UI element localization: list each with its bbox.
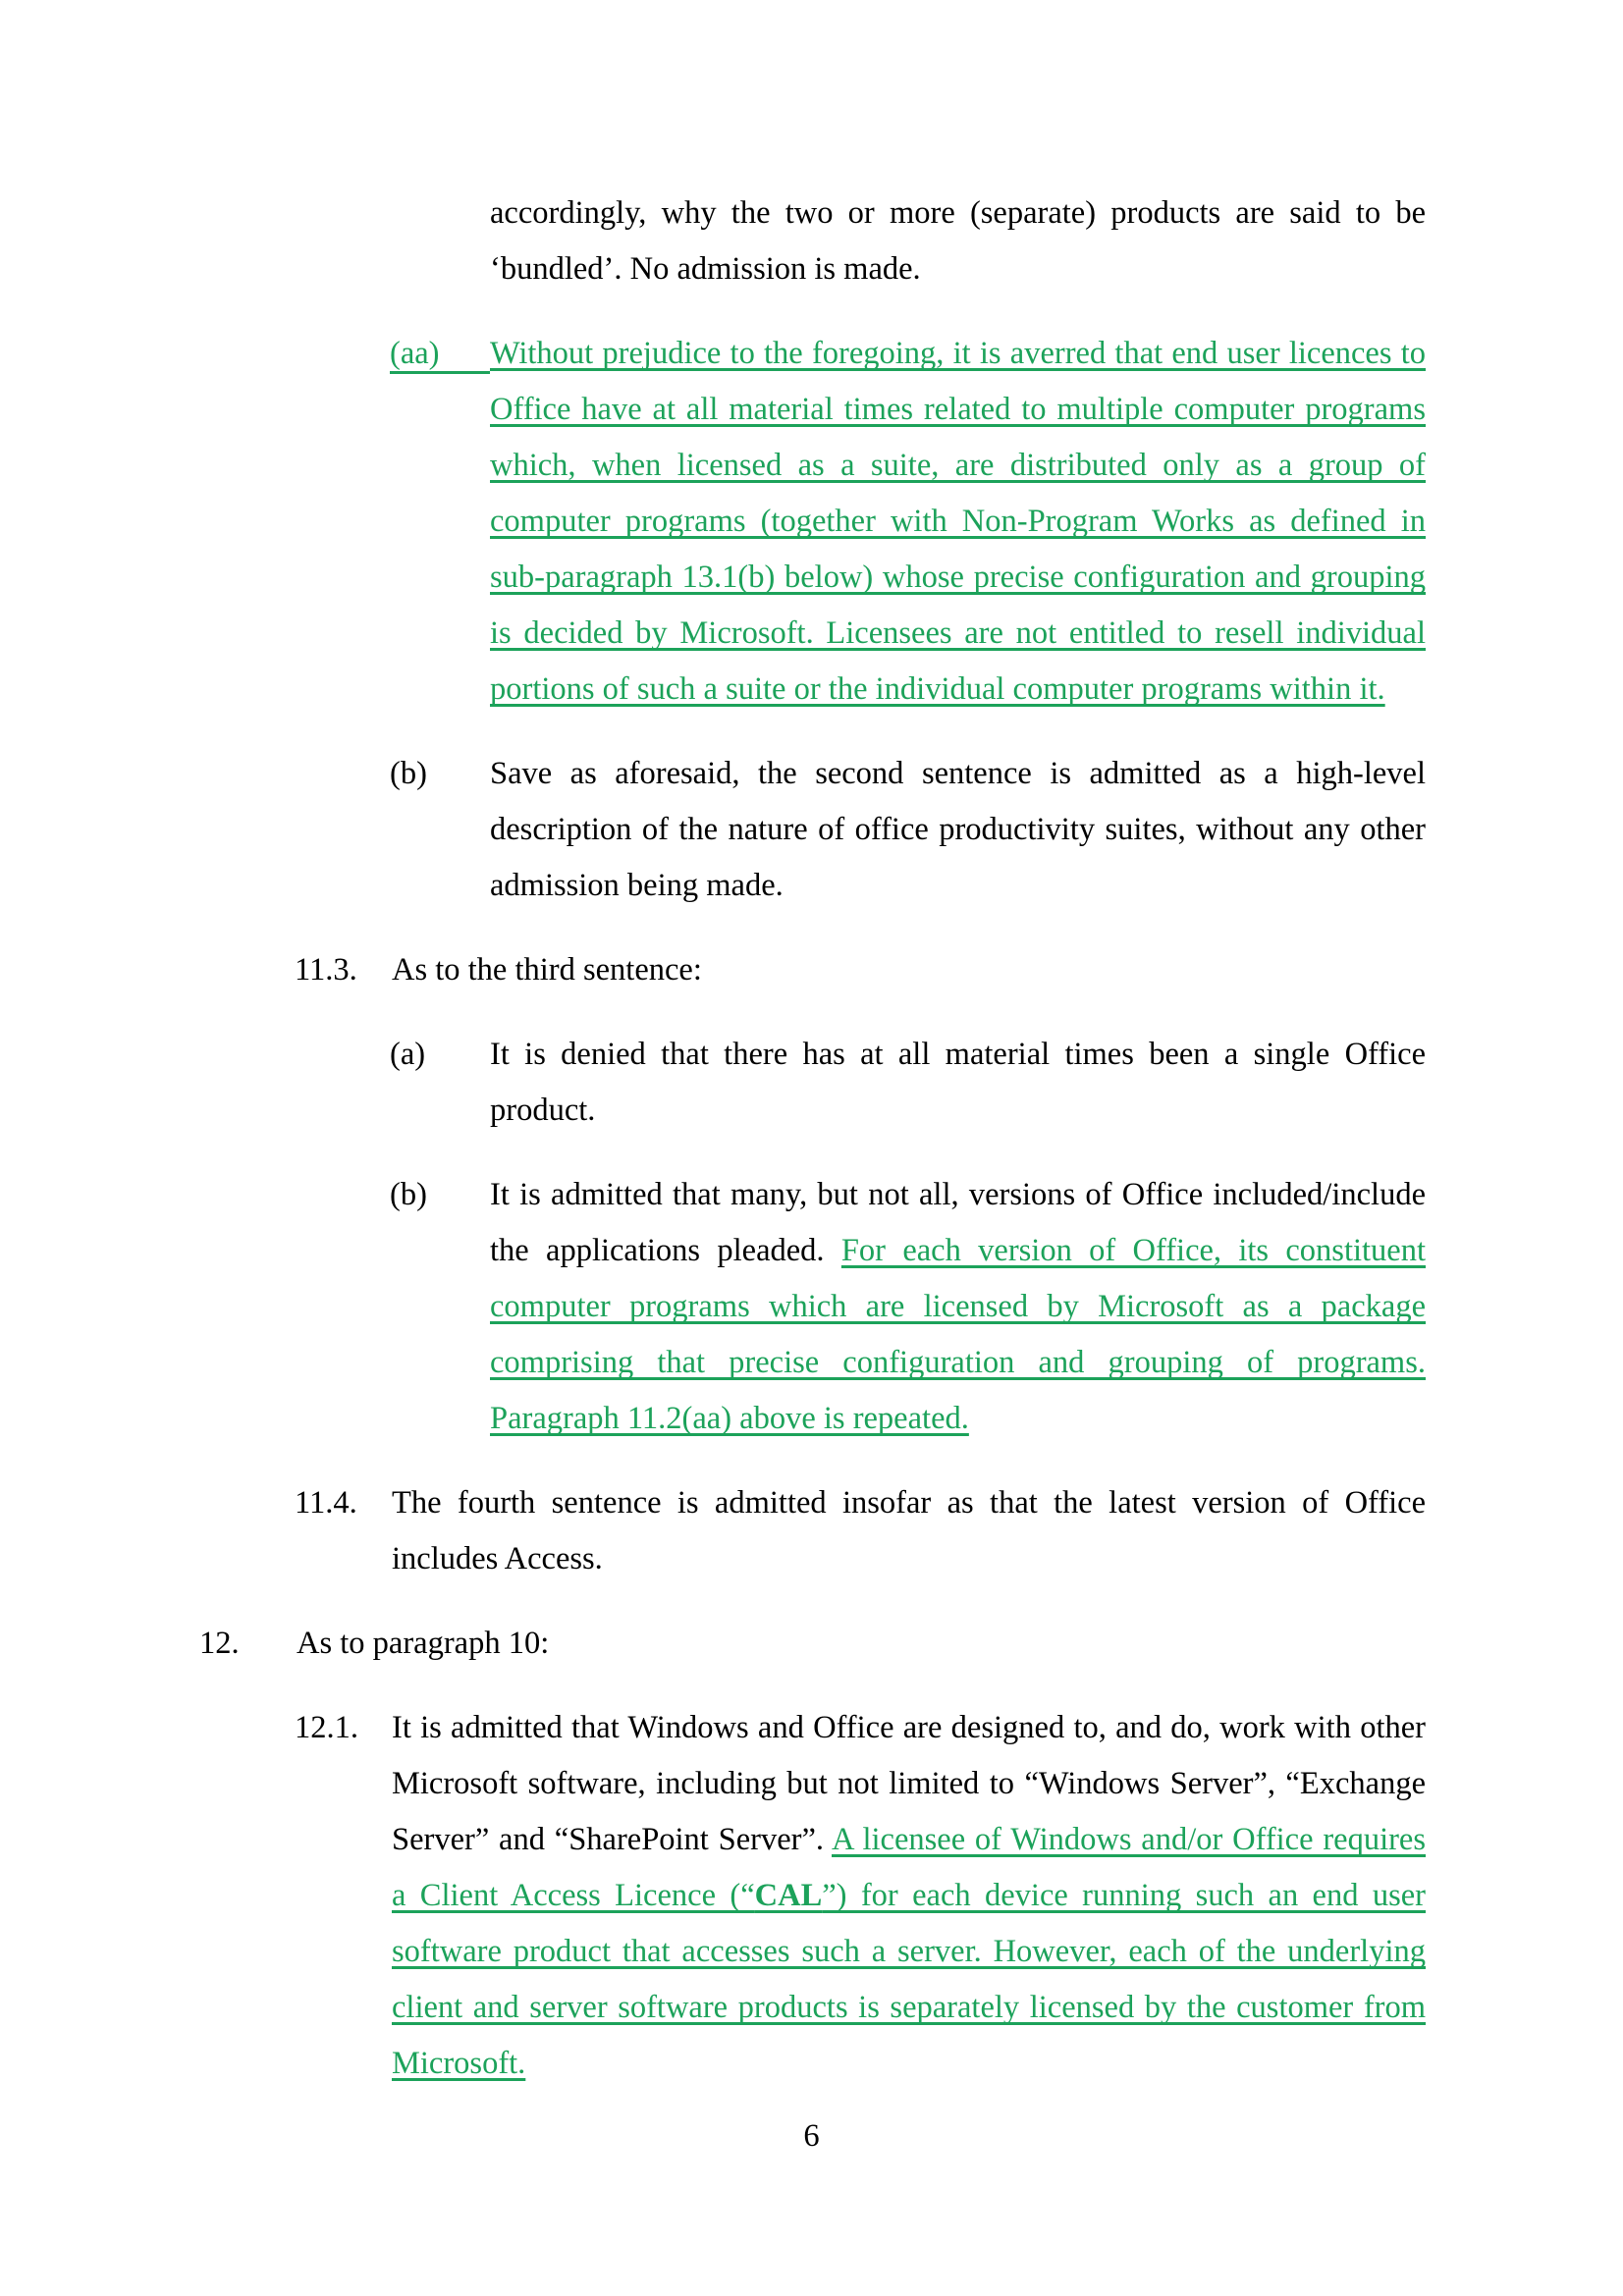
text-run: It is admitted that Windows and Office are designed to, and do, work with other	[392, 1710, 1426, 1745]
inserted-text-run: is decided by Microsoft. Licensees are not entitled to resell individual	[490, 615, 1426, 651]
paragraph-11-3-a	[390, 1027, 1426, 1139]
inserted-text-run: Paragraph 11.2(aa) above is repeated.	[490, 1401, 969, 1436]
text-line	[392, 1700, 1426, 1756]
inserted-text-run: comprising that precise configuration and grouping of programs.	[490, 1345, 1426, 1380]
text-line	[490, 326, 1426, 382]
text-line	[490, 662, 1426, 718]
page-number: 6	[803, 2118, 820, 2154]
inserted-text-run: Office have at all material times related to multiple computer programs	[490, 392, 1426, 427]
text-line	[490, 1223, 1426, 1279]
inserted-text-run: portions of such a suite or the individual computer programs within it.	[490, 671, 1385, 707]
list-marker: 12.1.	[295, 1710, 358, 1745]
inserted-text-run: CAL	[754, 1878, 823, 1913]
paragraph-11-4	[295, 1475, 1426, 1587]
text-run: It is denied that there has at all material times been a single Office	[490, 1037, 1426, 1072]
text-line	[490, 494, 1426, 550]
list-marker: (a)	[390, 1037, 426, 1072]
list-marker: (b)	[390, 756, 427, 791]
inserted-text-run: computer programs (together with Non-Program Works as defined in	[490, 504, 1426, 539]
text-line	[392, 1980, 1426, 2036]
text-line	[392, 1868, 1426, 1924]
inserted-text-run: a Client Access Licence (“	[392, 1878, 755, 1913]
text-run: admission being made.	[490, 868, 784, 903]
text-line	[490, 802, 1426, 858]
text-run: Server” and “SharePoint Server”.	[392, 1822, 832, 1857]
text-run: product.	[490, 1093, 596, 1128]
list-marker: 11.4.	[295, 1485, 357, 1521]
text-line	[490, 1083, 1426, 1139]
inserted-text-run: which, when licensed as a suite, are distributed only as a group of	[490, 448, 1426, 483]
text-line	[490, 186, 1426, 241]
text-run: description of the nature of office productivity suites, without any other	[490, 812, 1426, 847]
text-line	[392, 1812, 1426, 1868]
document-body	[0, 186, 1623, 2092]
text-line	[490, 858, 1426, 914]
text-line	[490, 1335, 1426, 1391]
list-marker: (b)	[390, 1177, 427, 1212]
text-line	[392, 1756, 1426, 1812]
paragraph-12-1	[295, 1700, 1426, 2092]
text-run: The fourth sentence is admitted insofar as that the latest version of Office	[392, 1485, 1426, 1521]
inserted-text-run: client and server software products is separately licensed by the customer from	[392, 1990, 1426, 2025]
text-run: It is admitted that many, but not all, versions of Office included/include	[490, 1177, 1426, 1212]
text-run: ‘bundled’. No admission is made.	[490, 251, 921, 287]
text-run: includes Access.	[392, 1541, 603, 1576]
text-run: Save as aforesaid, the second sentence is admitted as a high-level	[490, 756, 1426, 791]
text-line	[490, 1279, 1426, 1335]
text-run: Microsoft software, including but not limited to “Windows Server”, “Exchange	[392, 1766, 1426, 1801]
text-line	[490, 241, 1426, 297]
paragraph-11-3	[295, 942, 1426, 998]
text-line	[490, 746, 1426, 802]
paragraph-continuation	[490, 186, 1426, 297]
text-line	[490, 606, 1426, 662]
text-line	[392, 2036, 1426, 2092]
text-line	[297, 1616, 1426, 1672]
list-marker: 11.3.	[295, 952, 357, 988]
inserted-text-run: A licensee of Windows and/or Office requires	[832, 1822, 1426, 1857]
text-line	[490, 1167, 1426, 1223]
inserted-text-run: Microsoft.	[392, 2046, 526, 2081]
text-line	[490, 438, 1426, 494]
paragraph-12	[199, 1616, 1426, 1672]
text-line	[392, 1924, 1426, 1980]
text-run: accordingly, why the two or more (separate) products are said to be	[490, 195, 1426, 231]
inserted-text-run: Without prejudice to the foregoing, it is averred that end user licences to	[490, 336, 1426, 371]
text-line	[392, 1531, 1426, 1587]
inserted-text-run: software product that accesses such a server. However, each of the underlying	[392, 1934, 1426, 1969]
text-line	[392, 942, 1426, 998]
paragraph-11-2-b	[390, 746, 1426, 914]
text-run: As to the third sentence:	[392, 952, 702, 988]
text-line	[490, 382, 1426, 438]
inserted-text-run: ”) for each device running such an end user	[822, 1878, 1426, 1913]
text-line	[392, 1475, 1426, 1531]
list-marker: (aa)	[390, 326, 490, 382]
paragraph-11-3-b	[390, 1167, 1426, 1447]
text-line	[490, 1027, 1426, 1083]
inserted-text-run: computer programs which are licensed by Microsoft as a package	[490, 1289, 1426, 1324]
text-line	[490, 1391, 1426, 1447]
list-marker: 12.	[199, 1626, 240, 1661]
text-run: the applications pleaded.	[490, 1233, 841, 1268]
text-run: As to paragraph 10:	[297, 1626, 550, 1661]
inserted-text-run: sub-paragraph 13.1(b) below) whose precise configuration and grouping	[490, 560, 1426, 595]
paragraph-aa	[390, 326, 1426, 718]
text-line	[490, 550, 1426, 606]
inserted-text-run: For each version of Office, its constituent	[840, 1233, 1426, 1268]
